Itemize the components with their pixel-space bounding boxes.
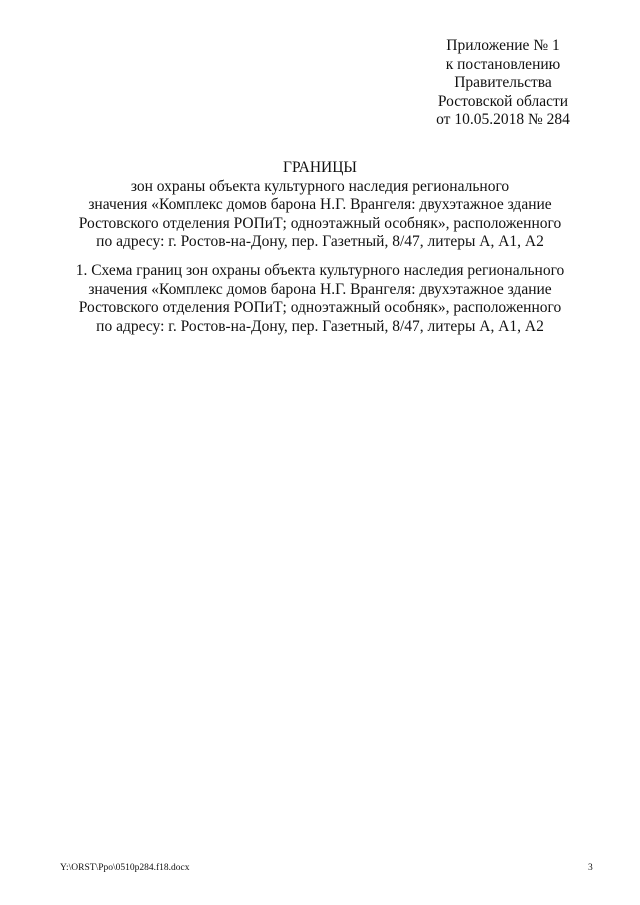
section-line: Ростовского отделения РОПиТ; одноэтажный особняк», расположенного xyxy=(78,299,562,316)
section-1-heading xyxy=(0,262,640,336)
title-line: значения «Комплекс домов барона Н.Г. Врангеля: двухэтажное здание xyxy=(88,196,552,213)
section-line: значения «Комплекс домов барона Н.Г. Врангеля: двухэтажное здание xyxy=(88,280,552,298)
section-line: по адресу: г. Ростов-на-Дону, пер. Газетный, 8/47, литеры А, А1, А2 xyxy=(96,317,544,335)
page-number: 3 xyxy=(588,863,593,873)
title-line: зон охраны объекта культурного наследия регионального xyxy=(130,177,510,195)
document-heading: ГРАНИЦЫ xyxy=(283,159,357,176)
section-line: 1. Схема границ зон охраны объекта культурного наследия регионального xyxy=(75,262,565,279)
appendix-line-date: от 10.05.2018 № 284 xyxy=(436,111,570,128)
appendix-line-government: Правительства xyxy=(454,74,552,91)
title-line: Ростовского отделения РОПиТ; одноэтажный особняк», расположенного xyxy=(78,214,562,232)
document-title-block xyxy=(0,159,640,252)
footer-file-path: Y:\ORST\Ppo\0510p284.f18.docx xyxy=(60,863,190,873)
appendix-line-region: Ростовской области xyxy=(437,92,569,110)
appendix-header xyxy=(418,37,588,130)
title-line: по адресу: г. Ростов-на-Дону, пер. Газетный, 8/47, литеры А, А1, А2 xyxy=(96,233,544,250)
appendix-line-resolution: к постановлению xyxy=(445,55,561,73)
appendix-line-number: Приложение № 1 xyxy=(446,37,560,54)
